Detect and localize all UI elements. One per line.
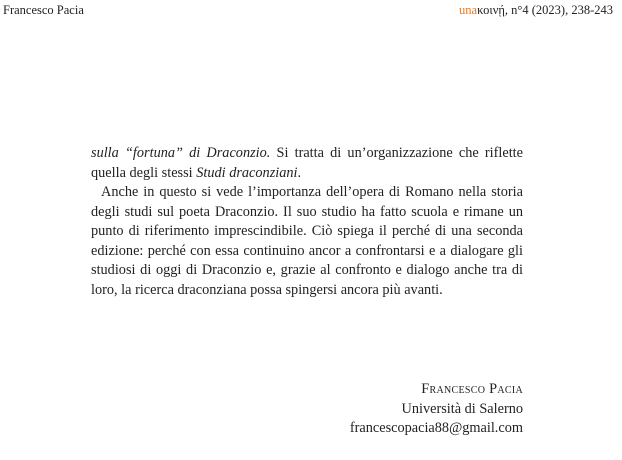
signature-block — [350, 380, 523, 439]
running-head-author: Francesco Pacia — [3, 3, 84, 17]
running-head-journal — [459, 3, 613, 17]
paragraph: Anche in questo si vede l’importanza dell’opera di Romano nella storia degli studi sul poeta Draconzio. Il suo studio ha fatto scuola e rimane un punto di riferimento imprescindibile. Ciò spiega il perché di una seconda edizione: perché con essa continuino ancor a confrontarsi e a dialogare gli studiosi di oggi di Draconzio e, grazie al confronto e dialogo anche tra di loro, la ricerca draconziana possa spingersi ancora più avanti. — [91, 184, 523, 298]
signature-name: Francesco Pacia — [421, 381, 523, 397]
journal-brand: una — [459, 3, 478, 17]
signature-affiliation: Università di Salerno — [401, 400, 523, 417]
text-run-end: . — [297, 164, 302, 181]
italic-run: sulla “fortuna” di Draconzio. — [91, 145, 271, 161]
body-text — [91, 144, 523, 300]
journal-citation: κοινῄ, n°4 (2023), 238-243 — [477, 3, 613, 17]
text-run: Si tratta di un’organizzazione che riflette quella degli stessi — [91, 145, 524, 181]
paragraph-continued — [91, 144, 523, 183]
signature-email: francescopacia88@gmail.com — [349, 420, 523, 436]
book-title: Studi draconziani — [196, 164, 298, 181]
